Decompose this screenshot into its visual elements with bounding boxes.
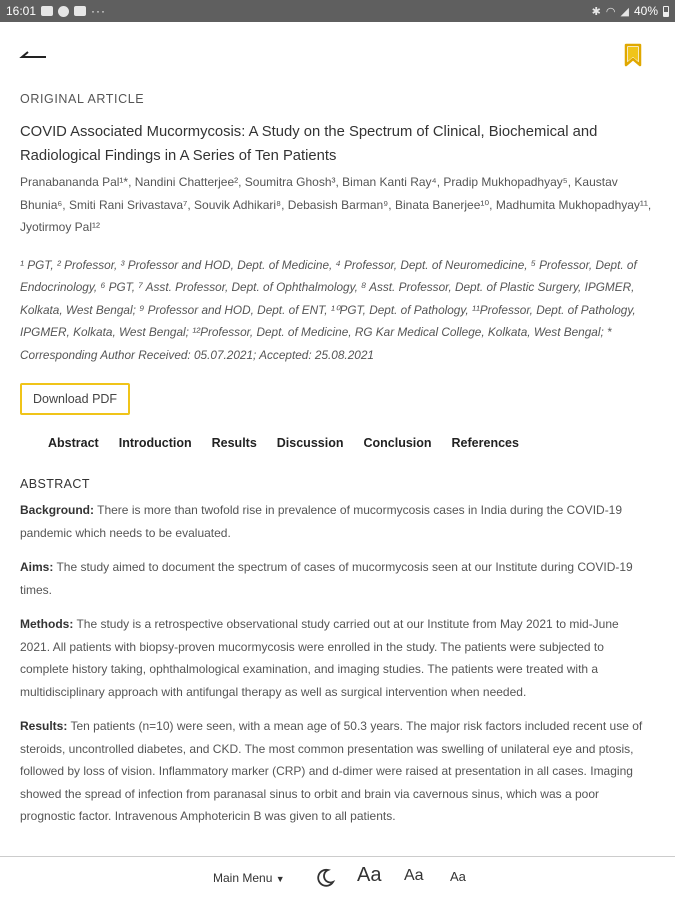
methods-label: Methods: bbox=[20, 617, 74, 631]
battery-icon bbox=[663, 6, 669, 17]
font-size-medium-button[interactable]: Aa bbox=[450, 869, 466, 884]
more-notifications-icon: ··· bbox=[91, 4, 107, 18]
bookmark-icon bbox=[622, 42, 644, 68]
abstract-heading: ABSTRACT bbox=[20, 477, 90, 491]
tab-discussion[interactable]: Discussion bbox=[276, 436, 344, 450]
back-arrow-icon bbox=[14, 42, 50, 70]
abstract-background bbox=[20, 499, 652, 544]
background-text: There is more than twofold rise in prevalence of mucormycosis cases in India during the COVID-19 pandemic which needs to be evaluated. bbox=[20, 503, 623, 540]
battery-percent: 40% bbox=[633, 4, 658, 18]
bluetooth-icon: ✱ bbox=[591, 5, 601, 18]
tab-conclusion[interactable]: Conclusion bbox=[363, 436, 432, 450]
article-title: COVID Associated Mucormycosis: A Study on the Spectrum of Clinical, Biochemical and Radiological Findings in A Series of Ten Patients bbox=[20, 124, 598, 164]
caret-down-icon: ▼ bbox=[275, 874, 285, 884]
youtube-icon bbox=[74, 6, 86, 16]
article-content bbox=[20, 88, 652, 828]
methods-text: The study is a retrospective observational study carried out at our Institute from May 2021 to mid-June 2021. All patients with biopsy-proven mucormycosis were enrolled in the study. The patients were subjected to complete history taking, ophthalmological examination, and imaging studies. The patients were treated with a multidisciplinary approach with antifungal therapy as well as surgical intervention when needed. bbox=[20, 617, 619, 699]
tab-abstract[interactable]: Abstract bbox=[48, 436, 99, 450]
image-icon bbox=[41, 6, 53, 16]
aims-text: The study aimed to document the spectrum of cases of mucormycosis seen at our Institute during COVID-19 times. bbox=[20, 560, 633, 597]
app-bar bbox=[0, 22, 675, 88]
status-bar bbox=[0, 0, 675, 22]
abstract-methods bbox=[20, 613, 652, 703]
bookmark-button[interactable] bbox=[622, 42, 644, 68]
night-mode-button[interactable] bbox=[314, 867, 336, 889]
section-tabs bbox=[20, 436, 652, 450]
main-menu-button[interactable] bbox=[213, 871, 285, 885]
aims-label: Aims: bbox=[20, 560, 54, 574]
font-size-xl-button[interactable]: Aa bbox=[357, 864, 382, 886]
background-label: Background: bbox=[20, 503, 95, 517]
article-affiliations: ¹ PGT, ² Professor, ³ Professor and HOD, Dept. of Medicine, ⁴ Professor, Dept. of Neuromedicine, ⁵ Professor, Dept. of Endocrinology, ⁶ PGT, ⁷ Asst. Professor, Dept. of Ophthalmology, ⁸ Asst. Professor, Dept. of Plastic Surgery, IPGMER, Kolkata, West Bengal; ⁹ Professor and HOD, Dept. of ENT, ¹⁰PGT, Dept. of Pathology, ¹¹Professor, Dept. of Pathology, IPGMER, Kolkata, West Bengal; ¹²Professor, Dept. of Medicine, RG Kar Medical College, Kolkata, West Bengal; * Corresponding Author Received: 05.07.2021; Accepted: 25.08.2021 bbox=[20, 257, 637, 362]
tab-references[interactable]: References bbox=[451, 436, 519, 450]
tab-introduction[interactable]: Introduction bbox=[118, 436, 192, 450]
article-category: ORIGINAL ARTICLE bbox=[20, 92, 145, 106]
moon-icon bbox=[314, 867, 336, 889]
signal-icon: ◢ bbox=[620, 5, 629, 18]
main-menu-label: Main Menu bbox=[213, 871, 273, 885]
status-time: 16:01 bbox=[6, 4, 37, 18]
font-size-large-button[interactable]: Aa bbox=[404, 867, 424, 884]
bottom-toolbar bbox=[0, 856, 675, 900]
article-authors: Pranabananda Pal¹*, Nandini Chatterjee², Soumitra Ghosh³, Biman Kanti Ray⁴, Pradip Mukhopadhyay⁵, Kaustav Bhunia⁶, Smiti Rani Srivastava⁷, Souvik Adhikari⁸, Debasish Barman⁹, Binata Banerjee¹⁰, Madhumita Mukhopadhyay¹¹, Jyotirmoy Pal¹² bbox=[20, 175, 652, 234]
wifi-icon: ◠ bbox=[605, 5, 616, 18]
back-button[interactable] bbox=[14, 42, 50, 70]
tab-results[interactable]: Results bbox=[211, 436, 257, 450]
abstract-aims bbox=[20, 556, 652, 601]
results-label: Results: bbox=[20, 719, 68, 733]
chat-icon bbox=[58, 6, 69, 17]
results-text: Ten patients (n=10) were seen, with a mean age of 50.3 years. The major risk factors included recent use of steroids, uncontrolled diabetes, and CKD. The most common presentation was swelling of unilateral eye and ptosis, followed by loss of vision. Inflammatory marker (CRP) and d-dimer were raised at presentation in all cases. Imaging showed the spread of infection from paranasal sinus to orbit and brain via cavernous sinus, which was a poor prognostic factor. Intravenous Amphotericin B was given to all patients. bbox=[20, 719, 643, 823]
download-pdf-button[interactable]: Download PDF bbox=[20, 383, 130, 415]
abstract-results bbox=[20, 715, 652, 828]
